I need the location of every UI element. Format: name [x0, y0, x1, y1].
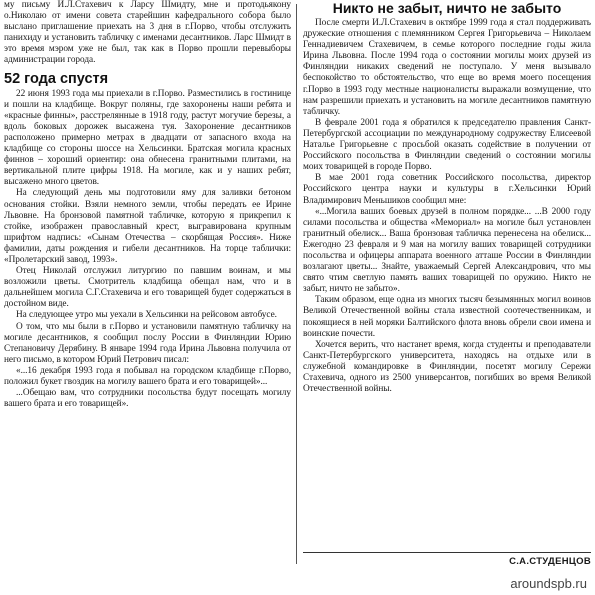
section-heading-52-years: 52 года спустя — [4, 70, 109, 87]
left-paragraph: Отец Николай отслужил литургию по павшим воинам, и мы возложили цветы. Смотритель кладбища обещал нам, что и в дальнейшем могила С.Г.Стахевича и его товарищей будет содержаться в достойном виде. — [4, 266, 291, 310]
column-divider — [296, 4, 297, 564]
right-column — [303, 0, 591, 395]
author-signature: С.А.СТУДЕНЦОВ — [509, 556, 591, 567]
intro-paragraph: му письму И.Л.Стахевич к Ларсу Шмидту, мне и протодьякону о.Николаю от имени совета старейшин кафедрального собора было выслано приглашение приехать на 3 дня в г.Порво, чтобы отслужить панихиду и установить табличку с именами десантников. Ларс Шмидт в это время мэром уже не был, так как в Порво прошли перевыборы администрации города. — [4, 0, 291, 66]
left-paragraph: На следующий день мы подготовили яму для заливки бетоном основания стойки. Взяли немного земли, чтобы передать ее Ирине Львовне. На бронзовой памятной табличке, которую я прикрепил к стойке, изображен православный крест, выгравирована крупным шрифтом надпись: «Сынам Отечества – скорбящая Россия». Ниже фамилии, даты рождения и гибели десантников. На торце таблички: «Пролетарский завод, 1993». — [4, 188, 291, 265]
section-heading-nobody-forgotten: Никто не забыт, ничто не забыто — [332, 0, 562, 16]
left-paragraph: О том, что мы были в г.Порво и установили памятную табличку на могиле десантников, я сообщил послу России в Финляндии Юрию Степановичу Дерябину. В январе 1994 года Ирина Львовна получила от него письмо, в котором Юрий Петрович писал: — [4, 321, 291, 365]
right-paragraph: После смерти И.Л.Стахевич в октябре 1999 года я стал поддерживать дружеские отношения с племянником Сергея Григорьевича – Николаем Геннадиевичем Стахевичем, в семье которого последние годы жила Ирина Львовна. После 1994 года о состоянии могилы моих друзей из Финляндии никаких сведений не поступало. У меня вызывало беспокойство то обстоятельство, что еще во время моего посещения г.Порво в 1993 году местные националисты выражали возмущение, что нам разрешили приехать и установить на могиле десантников памятную табличку. — [303, 18, 591, 117]
site-watermark[interactable]: aroundspb.ru — [510, 576, 587, 591]
left-paragraph: На следующее утро мы уехали в Хельсинки на рейсовом автобусе. — [16, 310, 277, 321]
right-paragraph: В феврале 2001 года я обратился к председателю правления Санкт-Петербургской ассоциации по международному содружеству Елисеевой Наталье Григорьевне с просьбой оказать содействие в получении от Российского посольства в Финляндии сведений о состоянии могилы моих товарищей в городе Порво. — [303, 117, 591, 173]
left-paragraph: 22 июня 1993 года мы приехали в г.Порво. Разместились в гостинице и пошли на кладбище. Вокруг поляны, где захоронены наши ребята и «красные финны», расстрелянные в 1918 году, растут могучие березы, а вдоль боковых дорожек высажена туя. Захоронение десантников расположено примерно метрах в двадцати от запасного входа на кладбище со стороны шоссе на Хельсинки. Братская могила красных финнов – хороший ориентир: она обнесена гранитными плитами, на вертикальной плите цифры 1918. На могиле, как и у наших ребят, высажено много цветов. — [4, 88, 291, 188]
left-column — [4, 0, 291, 410]
right-paragraph: Хочется верить, что настанет время, когда студенты и преподаватели Санкт-Петербургского университета, находясь на отдыхе или в служебной командировке в Финляндии, посетят могилу Сережи Стахевича, одного из 2500 универсантов, погибших во время Великой Отечественной войны. — [303, 339, 591, 395]
signature-rule — [303, 552, 591, 553]
right-paragraph: В мае 2001 года советник Российского посольства, директор Российского центра науки и культуры в г.Хельсинки Юрий Владимирович Меньшиков сообщил мне: — [303, 173, 591, 206]
right-paragraph: Таким образом, еще одна из многих тысяч безымянных могил воинов Великой Отечественной войны стала известной соотечественникам, и покоящиеся в ней моряки Балтийского флота вновь обрели свои имена и воинские почести. — [303, 295, 591, 339]
letter-quote: «...16 декабря 1993 года я побывал на городском кладбище г.Порво, положил букет гвоздик на могилу вашего брата и его товарищей»... — [4, 365, 291, 387]
letter-quote: ...Обещаю вам, что сотрудники посольства будут посещать могилу вашего брата и его товарищей». — [4, 388, 291, 410]
embassy-quote: «...Могила ваших боевых друзей в полном порядке... ...В 2000 году силами посольства и общества «Мемориал» на могиле был установлен гранитный обелиск... Ваша бронзовая табличка перенесена на обелиск... Ежегодно 23 февраля и 9 мая на могилу ваших товарищей сотрудники посольства и офицеры аппарата военного атташе России в Финляндии возлагают цветы... Знайте, уважаемый Сергей Александрович, что мы свято чтим светлую память ваших товарищей по оружию. Никто не забыт, ничто не забыто». — [303, 206, 591, 295]
